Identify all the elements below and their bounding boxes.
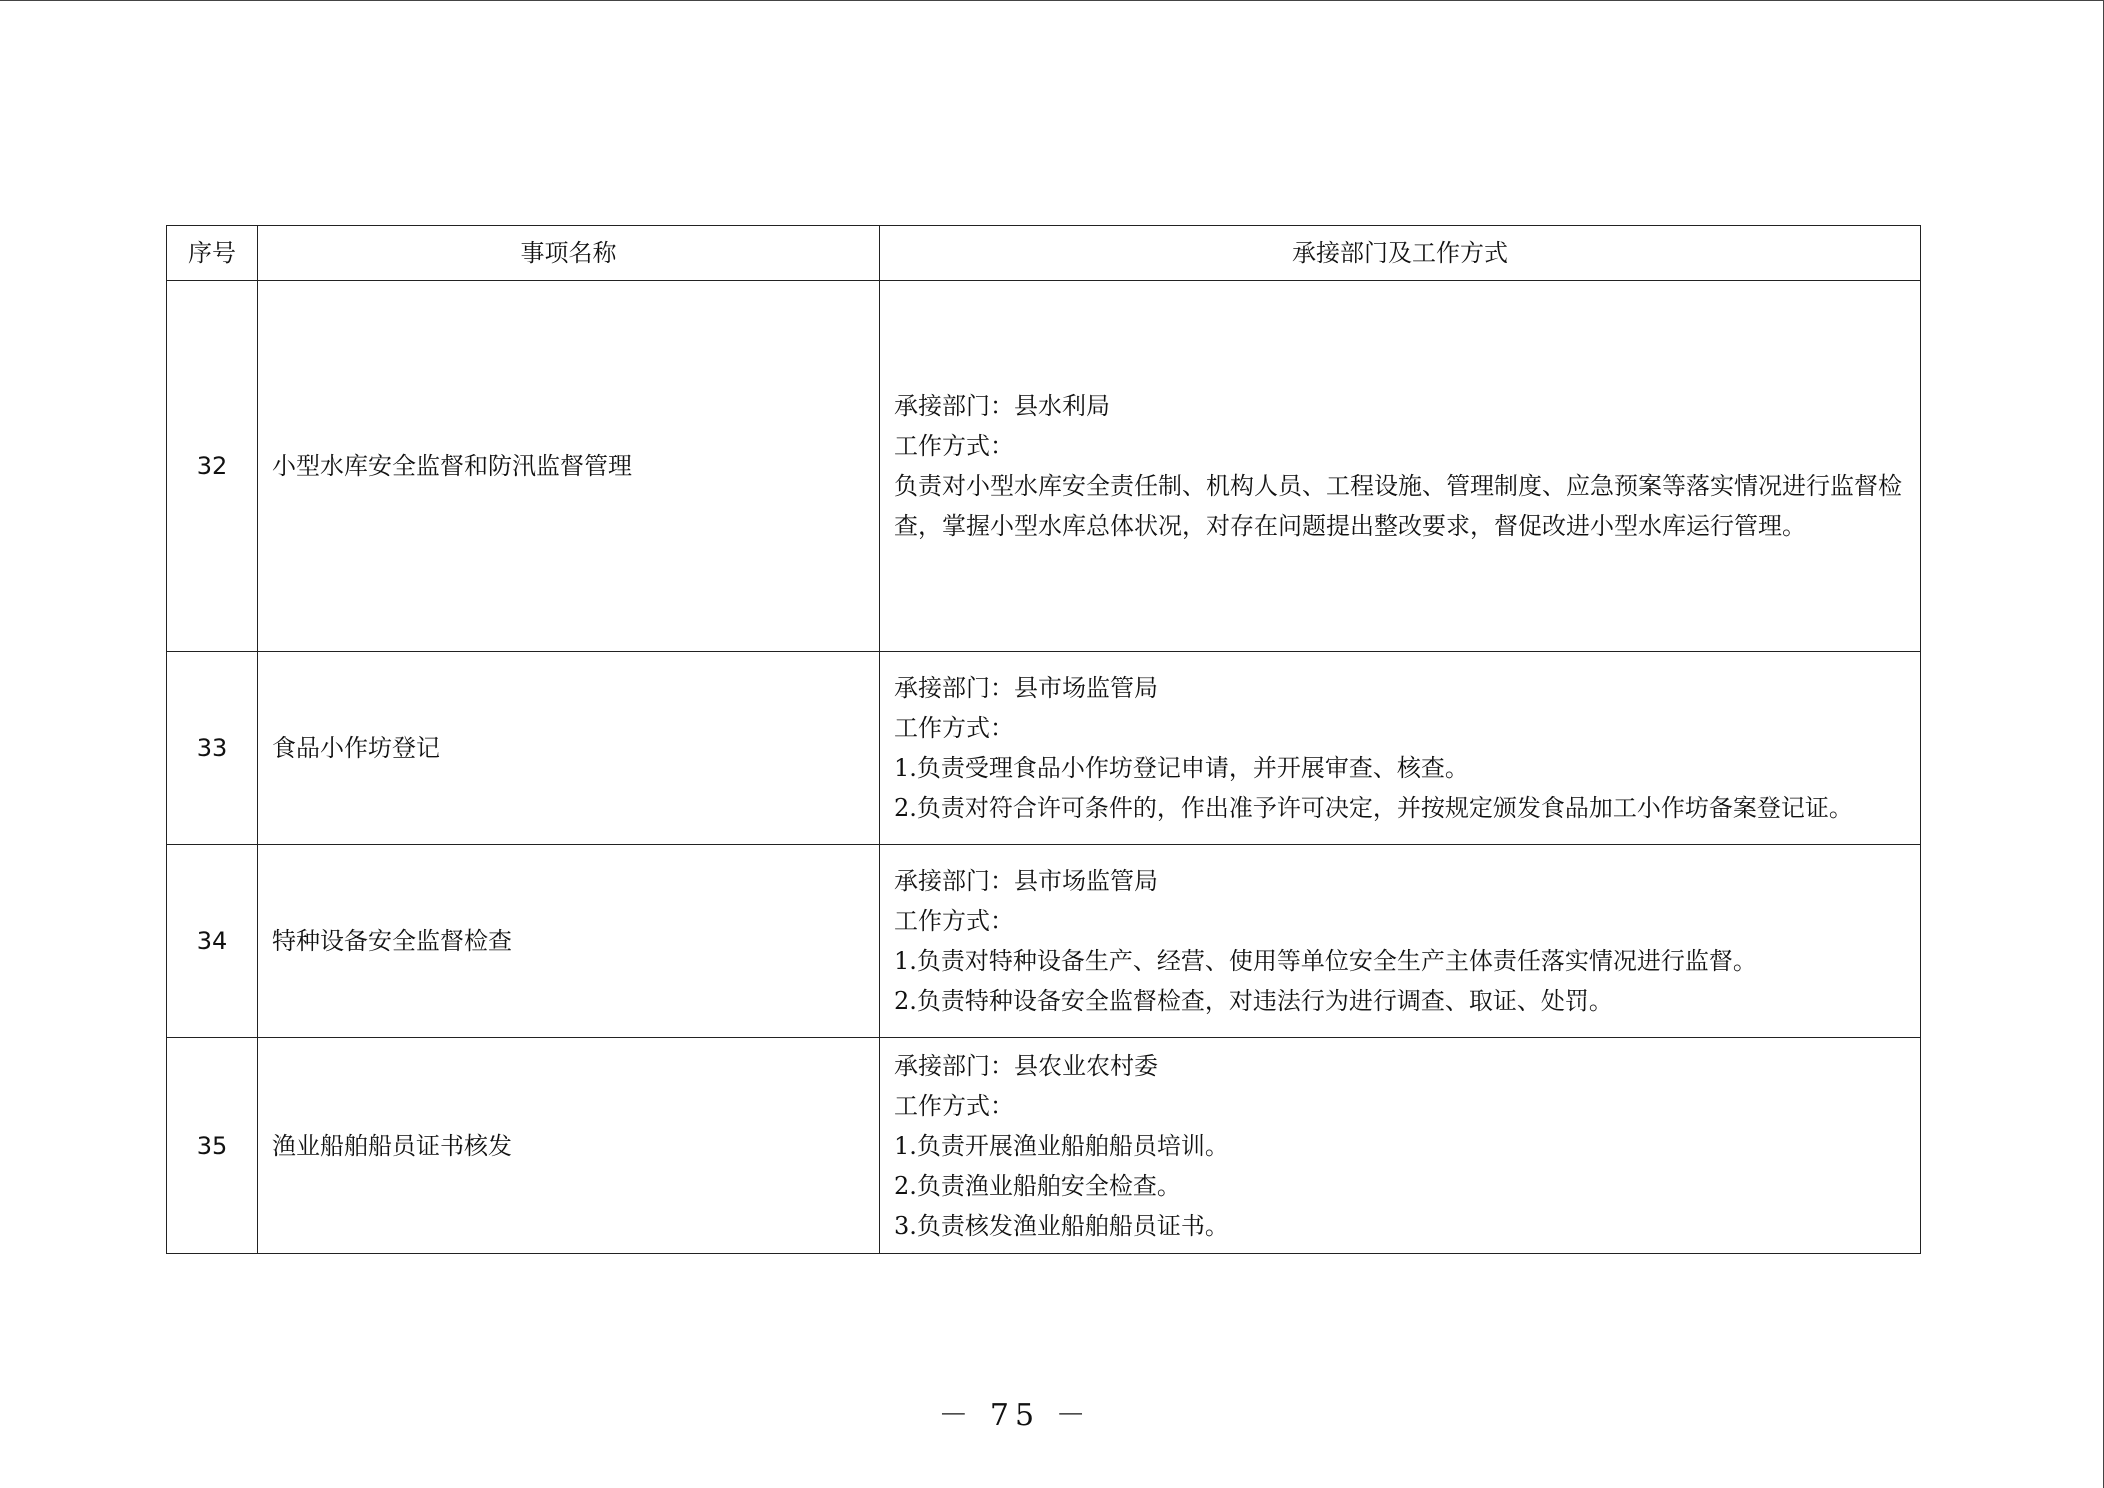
- department-line: 承接部门：县市场监管局: [894, 867, 1158, 895]
- row-matter-name: 食品小作坊登记: [258, 652, 880, 845]
- table-row: [167, 845, 1921, 1038]
- table-row: [167, 281, 1921, 652]
- method-label: 工作方式：: [894, 432, 1014, 460]
- row-department-and-method: [880, 845, 1921, 1038]
- method-item: 2.负责渔业船舶安全检查。: [894, 1171, 1181, 1200]
- row-matter-name: 渔业船舶船员证书核发: [258, 1038, 880, 1254]
- row-serial-number: 34: [167, 845, 258, 1038]
- method-item: 1.负责开展渔业船舶船员培训。: [894, 1131, 1229, 1160]
- row-department-and-method: [880, 281, 1921, 652]
- matter-table: [166, 225, 1921, 1254]
- page-number: － 75 －: [938, 1398, 1092, 1433]
- method-item: 2.负责对符合许可条件的，作出准予许可决定，并按规定颁发食品加工小作坊备案登记证。: [894, 794, 1853, 822]
- method-label: 工作方式：: [894, 907, 1014, 935]
- table-row: [167, 1038, 1921, 1254]
- table-row: [167, 652, 1921, 845]
- table-header: [167, 226, 1921, 281]
- department-line: 承接部门：县农业农村委: [894, 1051, 1158, 1080]
- header-serial-number: 序号: [167, 226, 258, 281]
- row-matter-name: 特种设备安全监督检查: [258, 845, 880, 1038]
- row-matter-name: 小型水库安全监督和防汛监督管理: [258, 281, 880, 652]
- header-row: [167, 226, 1921, 281]
- row-serial-number: 35: [167, 1038, 258, 1254]
- table-body: [167, 281, 1921, 1254]
- page-border-top: [0, 0, 2104, 1]
- row-department-and-method: [880, 652, 1921, 845]
- method-item: 2.负责特种设备安全监督检查，对违法行为进行调查、取证、处罚。: [894, 987, 1613, 1015]
- method-label: 工作方式：: [894, 714, 1014, 742]
- method-label: 工作方式：: [894, 1091, 1014, 1120]
- method-item: 负责对小型水库安全责任制、机构人员、工程设施、管理制度、应急预案等落实情况进行监督检查，掌握小型水库总体状况，对存在问题提出整改要求，督促改进小型水库运行管理。: [894, 472, 1902, 540]
- department-line: 承接部门：县市场监管局: [894, 674, 1158, 702]
- header-department-and-method: 承接部门及工作方式: [880, 226, 1921, 281]
- header-matter-name: 事项名称: [258, 226, 880, 281]
- method-item: 3.负责核发渔业船舶船员证书。: [894, 1211, 1229, 1240]
- method-item: 1.负责对特种设备生产、经营、使用等单位安全生产主体责任落实情况进行监督。: [894, 947, 1757, 975]
- row-serial-number: 33: [167, 652, 258, 845]
- row-serial-number: 32: [167, 281, 258, 652]
- department-line: 承接部门：县水利局: [894, 392, 1110, 420]
- row-department-and-method: [880, 1038, 1921, 1254]
- method-item: 1.负责受理食品小作坊登记申请，并开展审查、核查。: [894, 754, 1469, 782]
